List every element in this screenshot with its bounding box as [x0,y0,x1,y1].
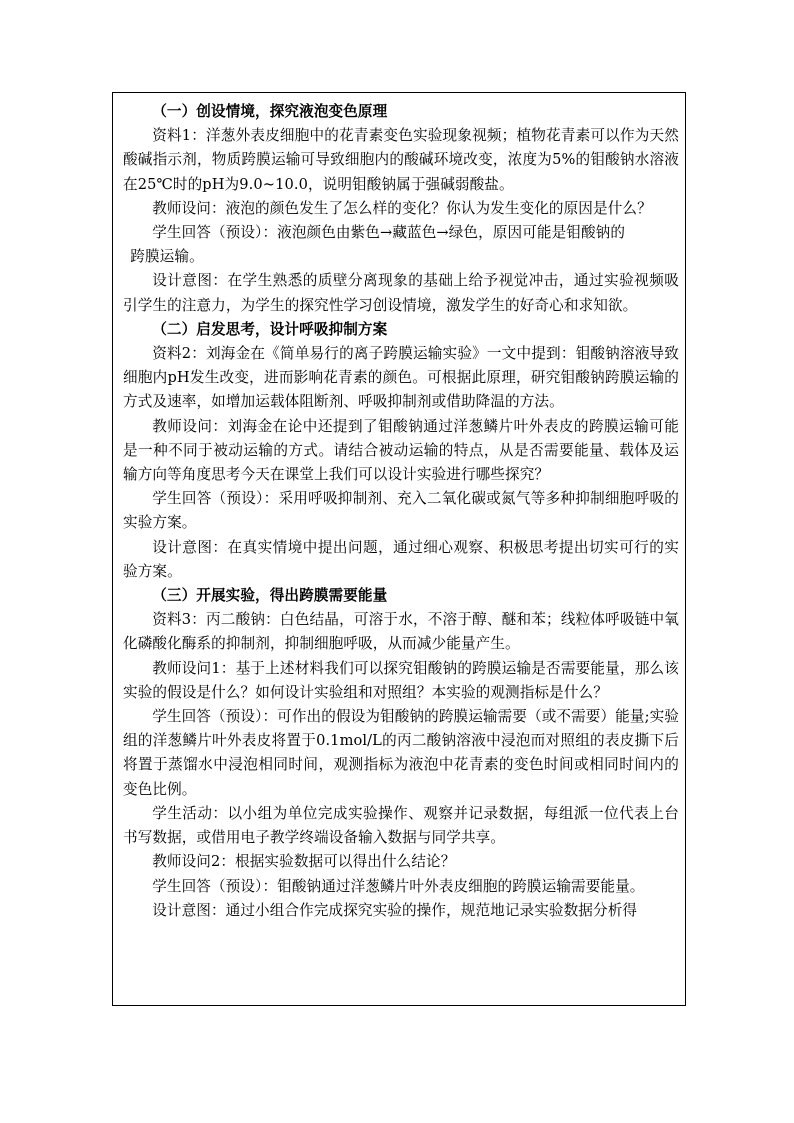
paragraph-material-1: 资料1：洋葱外表皮细胞中的花青素变色实验现象视频；植物花青素可以作为天然酸碱指示剂，物质跨膜运输可导致细胞内的酸碱环境改变，浓度为5%的钼酸钠水溶液在25℃时的pH为9.0~10.0，说明钼酸钠属于强碱弱酸盐。 [123,127,679,193]
section-heading-3: （三）开展实验，得出跨膜需要能量 [152,587,388,605]
paragraph-teacher-question-1: 教师设问1：基于上述材料我们可以探究钼酸钠的跨膜运输是否需要能量，那么该实验的假设是什么？如何设计实验组和对照组？本实验的观测指标是什么？ [123,659,679,701]
table-cell [123,100,679,923]
paragraph-teacher-question-2: 教师设问2：根据实验数据可以得出什么结论？ [152,853,456,871]
paragraph-material-2: 资料2：刘海金在《简单易行的离子跨膜运输实验》一文中提到：钼酸钠溶液导致细胞内pH发生改变，进而影响花青素的颜色。可根据此原理，研究钼酸钠跨膜运输的方式及速率，如增加运载体阻断剂、呼吸抑制剂或借助降温的方法。 [123,345,679,411]
paragraph-student-answer-cont: 跨膜运输。 [130,248,204,266]
section-heading-2: （二）启发思考，设计呼吸抑制方案 [152,320,388,338]
paragraph-student-answer: 学生回答（预设）：采用呼吸抑制剂、充入二氧化碳或氮气等多种抑制细胞呼吸的实验方案。 [123,490,679,532]
paragraph-student-activity: 学生活动：以小组为单位完成实验操作、观察并记录数据，每组派一位代表上台书写数据，或借用电子教学终端设备输入数据与同学共享。 [123,804,679,847]
paragraph-student-answer: 学生回答（预设）：可作出的假设为钼酸钠的跨膜运输需要（或不需要）能量;实验组的洋葱鳞片叶外表皮将置于0.1mol/L的丙二酸钠溶液中浸泡而对照组的表皮撕下后将置于蒸馏水中浸泡相同时间，观测指标为液泡中花青素的变色时间或相同时间内的变色比例。 [123,708,679,798]
paragraph-teacher-question: 教师设问：刘海金在论中还提到了钼酸钠通过洋葱鳞片叶外表皮的跨膜运输可能是一种不同于被动运输的方式。请结合被动运输的特点，从是否需要能量、载体及运输方向等角度思考今天在课堂上我们可以设计实验进行哪些探究？ [123,417,679,484]
paragraph-design-intent: 设计意图：在真实情境中提出问题，通过细心观察、积极思考提出切实可行的实验方案。 [123,538,679,580]
paragraph-design-intent: 设计意图：在学生熟悉的质壁分离现象的基础上给予视觉冲击，通过实验视频吸引学生的注意力，为学生的探究性学习创设情境，激发学生的好奇心和求知欲。 [123,272,679,314]
paragraph-design-intent: 设计意图：通过小组合作完成探究实验的操作，规范地记录实验数据分析得 [152,901,638,919]
paragraph-student-answer: 学生回答（预设）：钼酸钠通过洋葱鳞片叶外表皮细胞的跨膜运输需要能量。 [152,877,645,895]
paragraph-teacher-question: 教师设问：液泡的颜色发生了怎么样的变化？你认为发生变化的原因是什么？ [152,199,652,217]
paragraph-material-3: 资料3：丙二酸钠：白色结晶，可溶于水，不溶于醇、醚和苯；线粒体呼吸链中氧化磷酸化酶系的抑制剂，抑制细胞呼吸，从而减少能量产生。 [123,611,679,653]
content-table [112,92,686,1006]
section-heading-1: （一）创设情境，探究液泡变色原理 [152,103,388,120]
paragraph-student-answer: 学生回答（预设）：液泡颜色由紫色→藏蓝色→绿色，原因可能是钼酸钠的 [152,224,626,242]
